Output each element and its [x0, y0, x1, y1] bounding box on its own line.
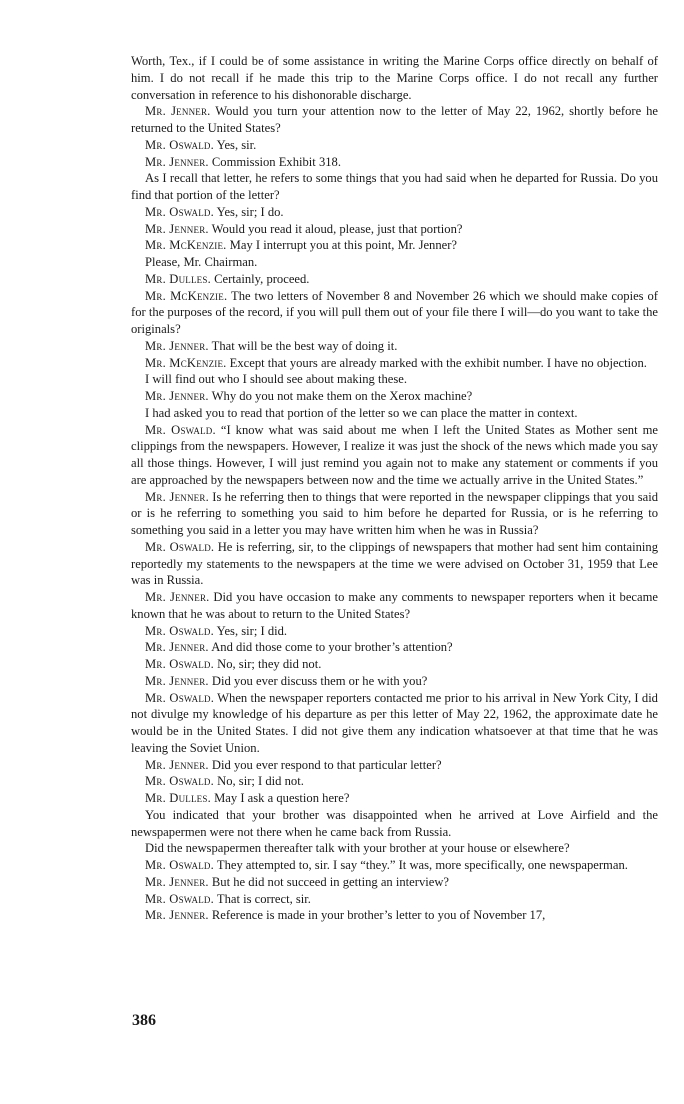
paragraph-text: And did those come to your brother’s attention? — [208, 640, 453, 655]
speaker-name: Mr. Jenner. — [145, 154, 209, 169]
transcript-paragraph — [131, 338, 658, 355]
transcript-paragraph — [131, 639, 658, 656]
paragraph-text: Certainly, proceed. — [210, 271, 310, 286]
transcript-paragraph — [131, 254, 658, 271]
paragraph-text: But he did not succeed in getting an interview? — [208, 874, 450, 889]
speaker-name: Mr. Jenner. — [145, 389, 209, 403]
paragraph-text: May I interrupt you at this point, Mr. Jenner? — [226, 238, 458, 253]
transcript-paragraph — [131, 170, 658, 204]
speaker-name: Mr. Oswald. — [145, 539, 215, 554]
paragraph-text: May I ask a question here? — [210, 791, 350, 805]
paragraph-text: Why do you not make them on the Xerox machine? — [208, 389, 473, 403]
speaker-name: Mr. Jenner. — [145, 338, 209, 353]
transcript-paragraph — [131, 237, 658, 254]
speaker-name: Mr. Jenner. — [145, 489, 209, 504]
transcript-paragraph — [131, 807, 658, 841]
speaker-name: Mr. Jenner. — [145, 673, 209, 688]
document-page — [131, 53, 658, 924]
paragraph-text: Yes, sir; I did. — [213, 623, 288, 638]
transcript-paragraph — [131, 204, 658, 221]
speaker-name: Mr. McKenzie. — [145, 355, 227, 370]
paragraph-text: You indicated that your brother was disappointed when he arrived at Love Airfield and the newspapermen were not there when he came back from Russia. — [131, 807, 658, 839]
transcript-paragraph — [131, 221, 658, 238]
transcript-paragraph — [131, 405, 658, 422]
transcript-paragraph — [131, 137, 658, 154]
transcript-paragraph — [131, 857, 658, 874]
speaker-name: Mr. McKenzie. — [145, 238, 227, 253]
speaker-name: Mr. Oswald. — [145, 204, 214, 219]
transcript-paragraph — [131, 773, 658, 790]
paragraph-text: I will find out who I should see about making these. — [145, 372, 407, 387]
speaker-name: Mr. Dulles. — [145, 791, 211, 805]
paragraph-text: When the newspaper reporters contacted me prior to his arrival in New York City, I did not divulge my knowledge of his departure as per this letter of May 22, 1962, the approximate date he would be in the United States. I did not give them any indication whatsoever at that time that he was leaving the Soviet Union. — [131, 690, 658, 755]
transcript-paragraph — [131, 355, 658, 372]
transcript-paragraph — [131, 690, 658, 757]
transcript-paragraph — [131, 388, 658, 405]
speaker-name: Mr. Oswald. — [145, 422, 216, 437]
paragraph-text: Commission Exhibit 318. — [208, 154, 341, 169]
transcript-paragraph — [131, 288, 658, 338]
transcript-paragraph — [131, 489, 658, 539]
paragraph-text: Reference is made in your brother’s letter to you of November 17, — [208, 908, 546, 923]
paragraph-text: Worth, Tex., if I could be of some assistance in writing the Marine Corps office directly on behalf of him. I do not recall if he made this trip to the Marine Corps office. I do not recall any further conversation in reference to his dishonorable discharge. — [131, 54, 658, 102]
speaker-name: Mr. Jenner. — [145, 104, 211, 119]
paragraph-text: Would you read it aloud, please, just that portion? — [208, 221, 463, 236]
speaker-name: Mr. Jenner. — [145, 908, 209, 923]
paragraph-text: Did you ever discuss them or he with you? — [208, 673, 428, 688]
speaker-name: Mr. Oswald. — [145, 891, 214, 906]
paragraph-text: Did you have occasion to make any comments to newspaper reporters when it became known that he was about to return to the United States? — [131, 590, 658, 621]
paragraph-text: That is correct, sir. — [213, 891, 311, 906]
paragraph-text: Did the newspapermen thereafter talk with your brother at your house or elsewhere? — [145, 841, 570, 856]
transcript-paragraph — [131, 53, 658, 103]
transcript-paragraph — [131, 790, 658, 807]
speaker-name: Mr. Oswald. — [145, 858, 214, 872]
speaker-name: Mr. Oswald. — [145, 690, 215, 705]
paragraph-text: Please, Mr. Chairman. — [145, 255, 258, 269]
transcript-paragraph — [131, 103, 658, 137]
paragraph-text: Yes, sir. — [213, 137, 257, 152]
transcript-paragraph — [131, 840, 658, 857]
transcript-paragraph — [131, 154, 658, 171]
paragraph-text: Did you ever respond to that particular letter? — [208, 757, 442, 772]
speaker-name: Mr. Oswald. — [145, 623, 214, 638]
transcript-paragraph — [131, 539, 658, 589]
paragraph-text: I had asked you to read that portion of the letter so we can place the matter in context. — [145, 405, 578, 420]
paragraph-text: As I recall that letter, he refers to some things that you had said when he departed for Russia. Do you find that portion of the letter? — [131, 171, 658, 202]
paragraph-text: Except that yours are already marked with the exhibit number. I have no objection. — [226, 355, 647, 370]
speaker-name: Mr. Jenner. — [145, 874, 209, 889]
paragraph-text: “I know what was said about me when I left the United States as Mother sent me clippings from the newspapers. However, I realize it was just the shock of the news which made you say all those things. However, I will just remind you again not to make any statement or comments if you are approached by the newspapers between now and the time we actually arrive in the United States.” — [131, 422, 658, 487]
page-number: 386 — [132, 1012, 156, 1029]
transcript-paragraph — [131, 656, 658, 673]
speaker-name: Mr. Jenner. — [145, 640, 209, 655]
speaker-name: Mr. Jenner. — [145, 221, 209, 236]
speaker-name: Mr. Jenner. — [145, 757, 209, 772]
speaker-name: Mr. Oswald. — [145, 137, 214, 152]
transcript-paragraph — [131, 589, 658, 623]
transcript-paragraph — [131, 271, 658, 288]
speaker-name: Mr. Oswald. — [145, 774, 214, 789]
paragraph-text: They attempted to, sir. I say “they.” It was, more specifically, one newspaperman. — [213, 858, 628, 872]
paragraph-text: He is referring, sir, to the clippings of newspapers that mother had sent him containing reportedly my statements to the newspapers at the time we were advised on October 31, 1959 that Lee was in Russia. — [131, 539, 658, 588]
speaker-name: Mr. Dulles. — [145, 271, 211, 286]
transcript-paragraph — [131, 673, 658, 690]
transcript-paragraph — [131, 371, 658, 388]
transcript-paragraph — [131, 623, 658, 640]
paragraph-text: No, sir; I did not. — [213, 774, 304, 789]
paragraph-text: Is he referring then to things that were reported in the newspaper clippings that you said or is he referring to something you said to him before he departed for Russia, or is he referring to something you said in a letter you may have written him when he was in Russia? — [131, 489, 658, 537]
paragraph-text: That will be the best way of doing it. — [208, 338, 398, 353]
transcript-paragraph — [131, 891, 658, 908]
paragraph-text: No, sir; they did not. — [213, 657, 322, 671]
speaker-name: Mr. Oswald. — [145, 657, 214, 671]
transcript-paragraph — [131, 757, 658, 774]
transcript-paragraph — [131, 907, 658, 924]
paragraph-text: The two letters of November 8 and November 26 which we should make copies of for the purposes of the record, if you will pull them out of your file there I will—do you want to take the originals? — [131, 288, 658, 336]
speaker-name: Mr. McKenzie. — [145, 288, 228, 303]
speaker-name: Mr. Jenner. — [145, 590, 210, 604]
transcript-paragraph — [131, 422, 658, 489]
paragraph-text: Yes, sir; I do. — [213, 204, 284, 219]
transcript-paragraph — [131, 874, 658, 891]
paragraph-text: Would you turn your attention now to the letter of May 22, 1962, shortly before he returned to the United States? — [131, 104, 658, 135]
